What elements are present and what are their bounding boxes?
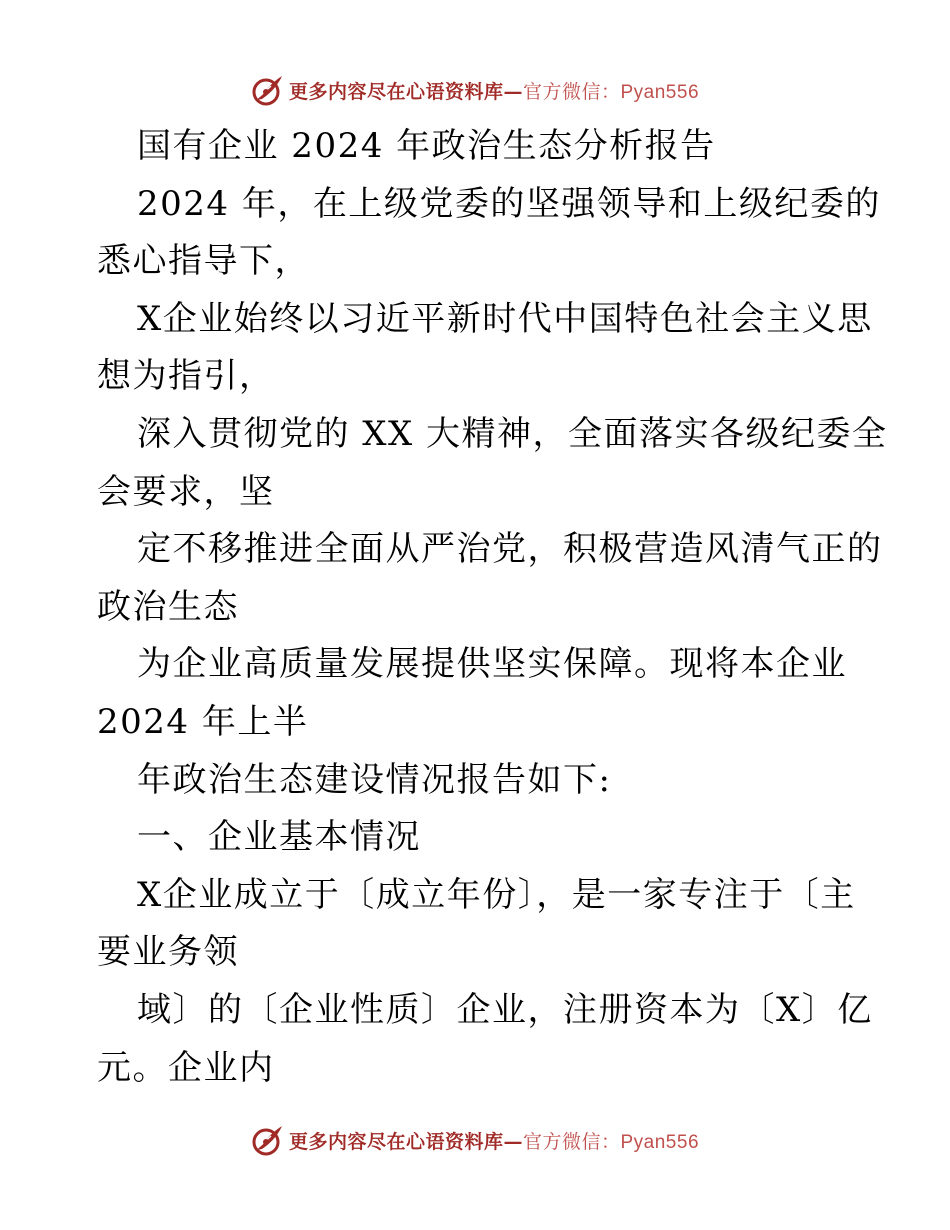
text-line: 2024 年，在上级党委的坚强领导和上级纪委的	[137, 183, 881, 224]
banner-wechat: 官方微信：Pyan556	[523, 81, 700, 103]
banner-site-name: 更多内容尽在心语资料库	[288, 1130, 504, 1153]
section-heading: 一、企业基本情况	[137, 817, 421, 858]
text-line: 政治生态	[97, 586, 239, 627]
text-line: X企业始终以习近平新时代中国特色社会主义思	[137, 298, 873, 339]
document-body	[97, 118, 888, 1097]
text-line: 会要求，坚	[97, 471, 275, 512]
text-line: 国有企业 2024 年政治生态分析报告	[137, 126, 716, 166]
banner-site-name: 更多内容尽在心语资料库	[288, 80, 504, 103]
text-line: X企业成立于〔成立年份〕，是一家专注于〔主	[137, 874, 856, 915]
footer-watermark-banner	[0, 1120, 950, 1160]
header-watermark-banner	[0, 70, 950, 110]
banner-dash: —	[503, 80, 523, 103]
text-line: 定不移推进全面从严治党，积极营造风清气正的	[137, 529, 883, 570]
banner-text	[289, 77, 699, 104]
text-line: 域〕的〔企业性质〕企业，注册资本为〔X〕亿	[137, 989, 873, 1030]
text-line: 要业务领	[97, 932, 239, 973]
text-line: 深入贯彻党的 XX 大精神，全面落实各级纪委全	[137, 413, 888, 454]
text-line: 悉心指导下，	[97, 241, 310, 282]
banner-wechat: 官方微信：Pyan556	[523, 1131, 700, 1153]
text-line: 元。企业内	[97, 1047, 275, 1088]
text-line: 2024 年上半	[97, 701, 309, 742]
text-line: 年政治生态建设情况报告如下:	[137, 759, 612, 800]
banner-dash: —	[503, 1130, 523, 1153]
quill-pen-circle-icon	[251, 73, 285, 107]
text-line: 为企业高质量发展提供坚实保障。现将本企业	[137, 644, 847, 685]
quill-pen-circle-icon	[251, 1123, 285, 1157]
banner-text	[289, 1127, 699, 1154]
text-line: 想为指引，	[97, 356, 275, 397]
